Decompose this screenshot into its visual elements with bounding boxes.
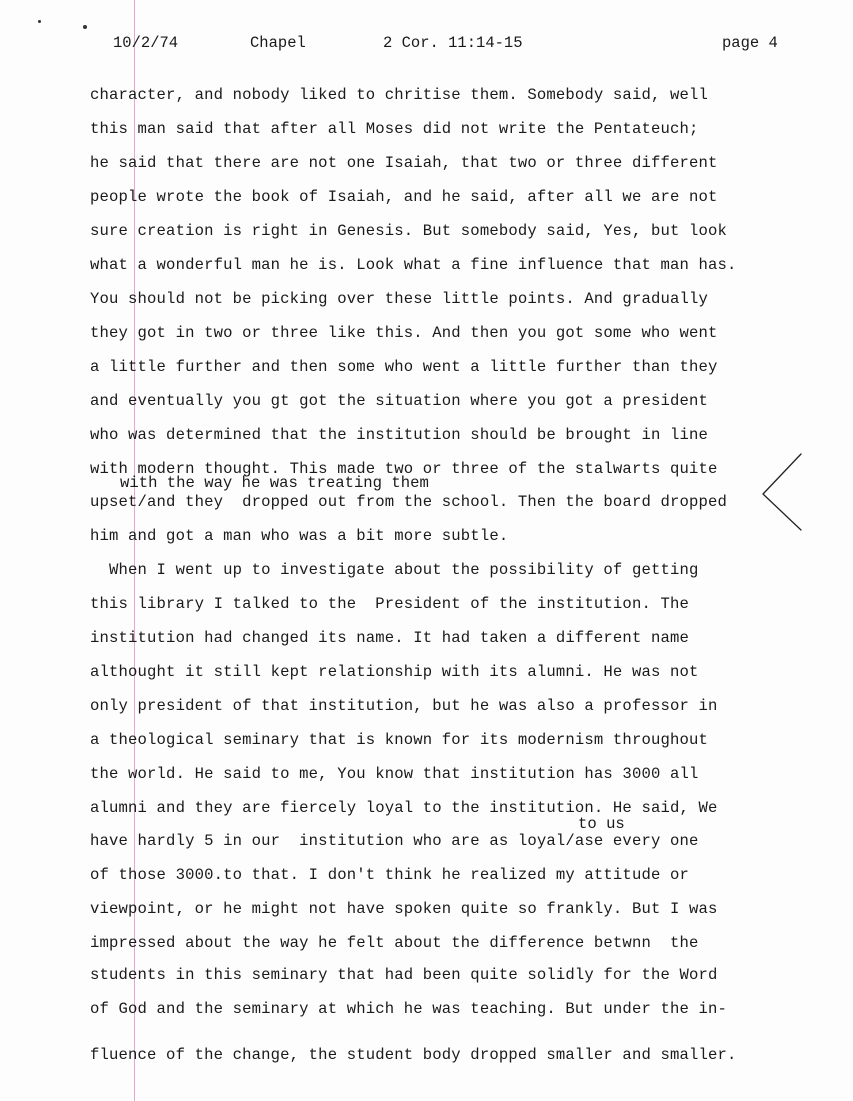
text-line: a little further and then some who went a little further than they (90, 358, 718, 376)
text-line: You should not be picking over these little points. And gradually (90, 290, 709, 308)
text-line: upset/and they dropped out from the school. Then the board dropped (90, 493, 728, 511)
text-line: only president of that institution, but he was also a professor in (90, 697, 718, 715)
text-line: character, and nobody liked to chritise them. Somebody said, well (90, 86, 709, 104)
text-line: this man said that after all Moses did not write the Pentateuch; (90, 120, 699, 138)
text-line: have hardly 5 in our institution who are as loyal/ase every one (90, 832, 699, 850)
text-line: alumni and they are fiercely loyal to the institution. He said, We (90, 799, 718, 817)
text-line: viewpoint, or he might not have spoken quite so frankly. But I was (90, 900, 718, 918)
text-line: the world. He said to me, You know that institution has 3000 all (90, 765, 699, 783)
text-line: and eventually you gt got the situation where you got a president (90, 392, 709, 410)
header-page-number: page 4 (722, 34, 778, 52)
paper-speck (83, 25, 87, 29)
text-line: althought it still kept relationship with its alumni. He was not (90, 663, 699, 681)
text-line: him and got a man who was a bit more subtle. (90, 527, 509, 545)
header-title: Chapel (250, 34, 306, 52)
text-line: fluence of the change, the student body dropped smaller and smaller. (90, 1046, 737, 1064)
text-line: sure creation is right in Genesis. But somebody said, Yes, but look (90, 222, 728, 240)
text-line: of those 3000.to that. I don't think he realized my attitude or (90, 866, 689, 884)
text-line: a theological seminary that is known for its modernism throughout (90, 731, 709, 749)
text-line: he said that there are not one Isaiah, that two or three different (90, 154, 718, 172)
text-line: this library I talked to the President of the institution. The (90, 595, 689, 613)
text-line: When I went up to investigate about the possibility of getting (90, 561, 699, 579)
handwritten-insertion: to us (578, 815, 625, 833)
handwritten-insertion: with the way he was treating them (120, 474, 429, 492)
insertion-caret-mark (755, 452, 815, 532)
header-reference: 2 Cor. 11:14-15 (383, 34, 523, 52)
text-line: who was determined that the institution should be brought in line (90, 426, 709, 444)
text-line: students in this seminary that had been quite solidly for the Word (90, 966, 718, 984)
text-line: with modern thought. This made two or three of the stalwarts quite (90, 460, 718, 478)
paper-speck (38, 20, 41, 23)
text-line: of God and the seminary at which he was teaching. But under the in- (90, 1000, 728, 1018)
text-line: impressed about the way he felt about the difference betwnn the (90, 934, 699, 952)
text-line: people wrote the book of Isaiah, and he said, after all we are not (90, 188, 718, 206)
header-date: 10/2/74 (113, 34, 179, 52)
text-line: they got in two or three like this. And then you got some who went (90, 324, 718, 342)
text-line: what a wonderful man he is. Look what a fine influence that man has. (90, 256, 737, 274)
text-line: institution had changed its name. It had taken a different name (90, 629, 689, 647)
